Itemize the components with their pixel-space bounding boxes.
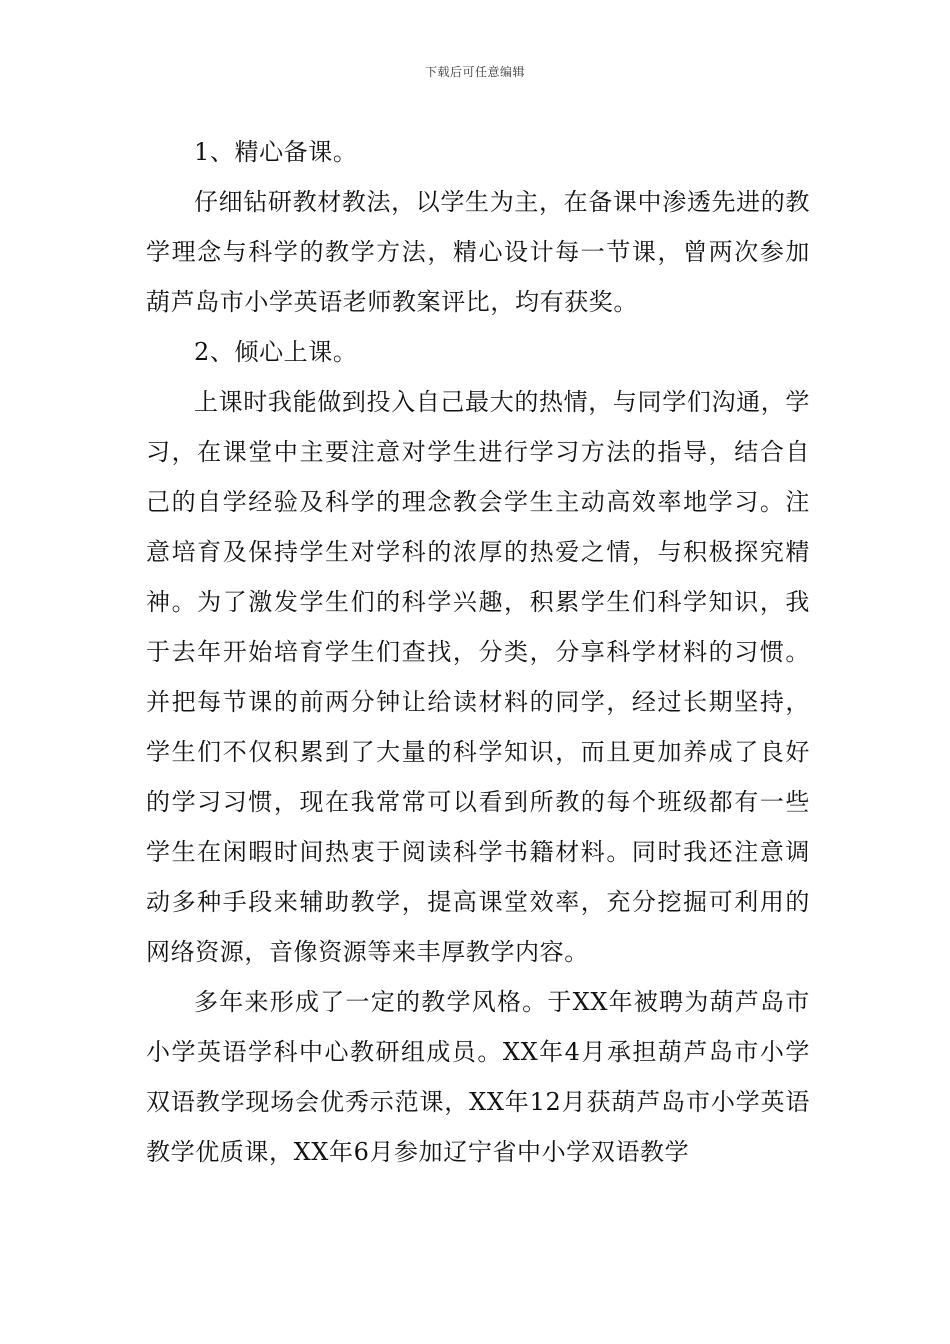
paragraph-achievements: 多年来形成了一定的教学风格。于XX年被聘为葫芦岛市小学英语学科中心教研组成员。XX年4月承担葫芦岛市小学双语教学现场会优秀示范课，XX年12月获葫芦岛市小学英语教学优质课，XX年6月参加辽宁省中小学双语教学: [146, 988, 810, 1166]
document-body: [146, 127, 810, 1177]
paragraph-lesson-prep: 仔细钻研教材教法，以学生为主，在备课中渗透先进的教学理念与科学的教学方法，精心设计每一节课，曾两次参加葫芦岛市小学英语老师教案评比，均有获奖。: [146, 188, 810, 316]
paragraph-teaching: 上课时我能做到投入自己最大的热情，与同学们沟通，学习，在课堂中主要注意对学生进行学习方法的指导，结合自己的自学经验及科学的理念教会学生主动高效率地学习。注意培育及保持学生对学科的浓厚的热爱之情，与积极探究精神。为了激发学生们的科学兴趣，积累学生们科学知识，我于去年开始培育学生们查找，分类，分享科学材料的习惯。并把每节课的前两分钟让给读材料的同学，经过长期坚持，学生们不仅积累到了大量的科学知识，而且更加养成了良好的学习习惯，现在我常常可以看到所教的每个班级都有一些学生在闲暇时间热衷于阅读科学书籍材料。同时我还注意调动多种手段来辅助教学，提高课堂效率，充分挖掘可利用的网络资源，音像资源等来丰厚教学内容。: [146, 388, 810, 966]
section-heading-lesson-prep: 1、精心备课。: [194, 138, 358, 166]
section-heading-teaching: 2、倾心上课。: [194, 338, 358, 366]
page-header-note: 下载后可任意编辑: [424, 65, 525, 79]
